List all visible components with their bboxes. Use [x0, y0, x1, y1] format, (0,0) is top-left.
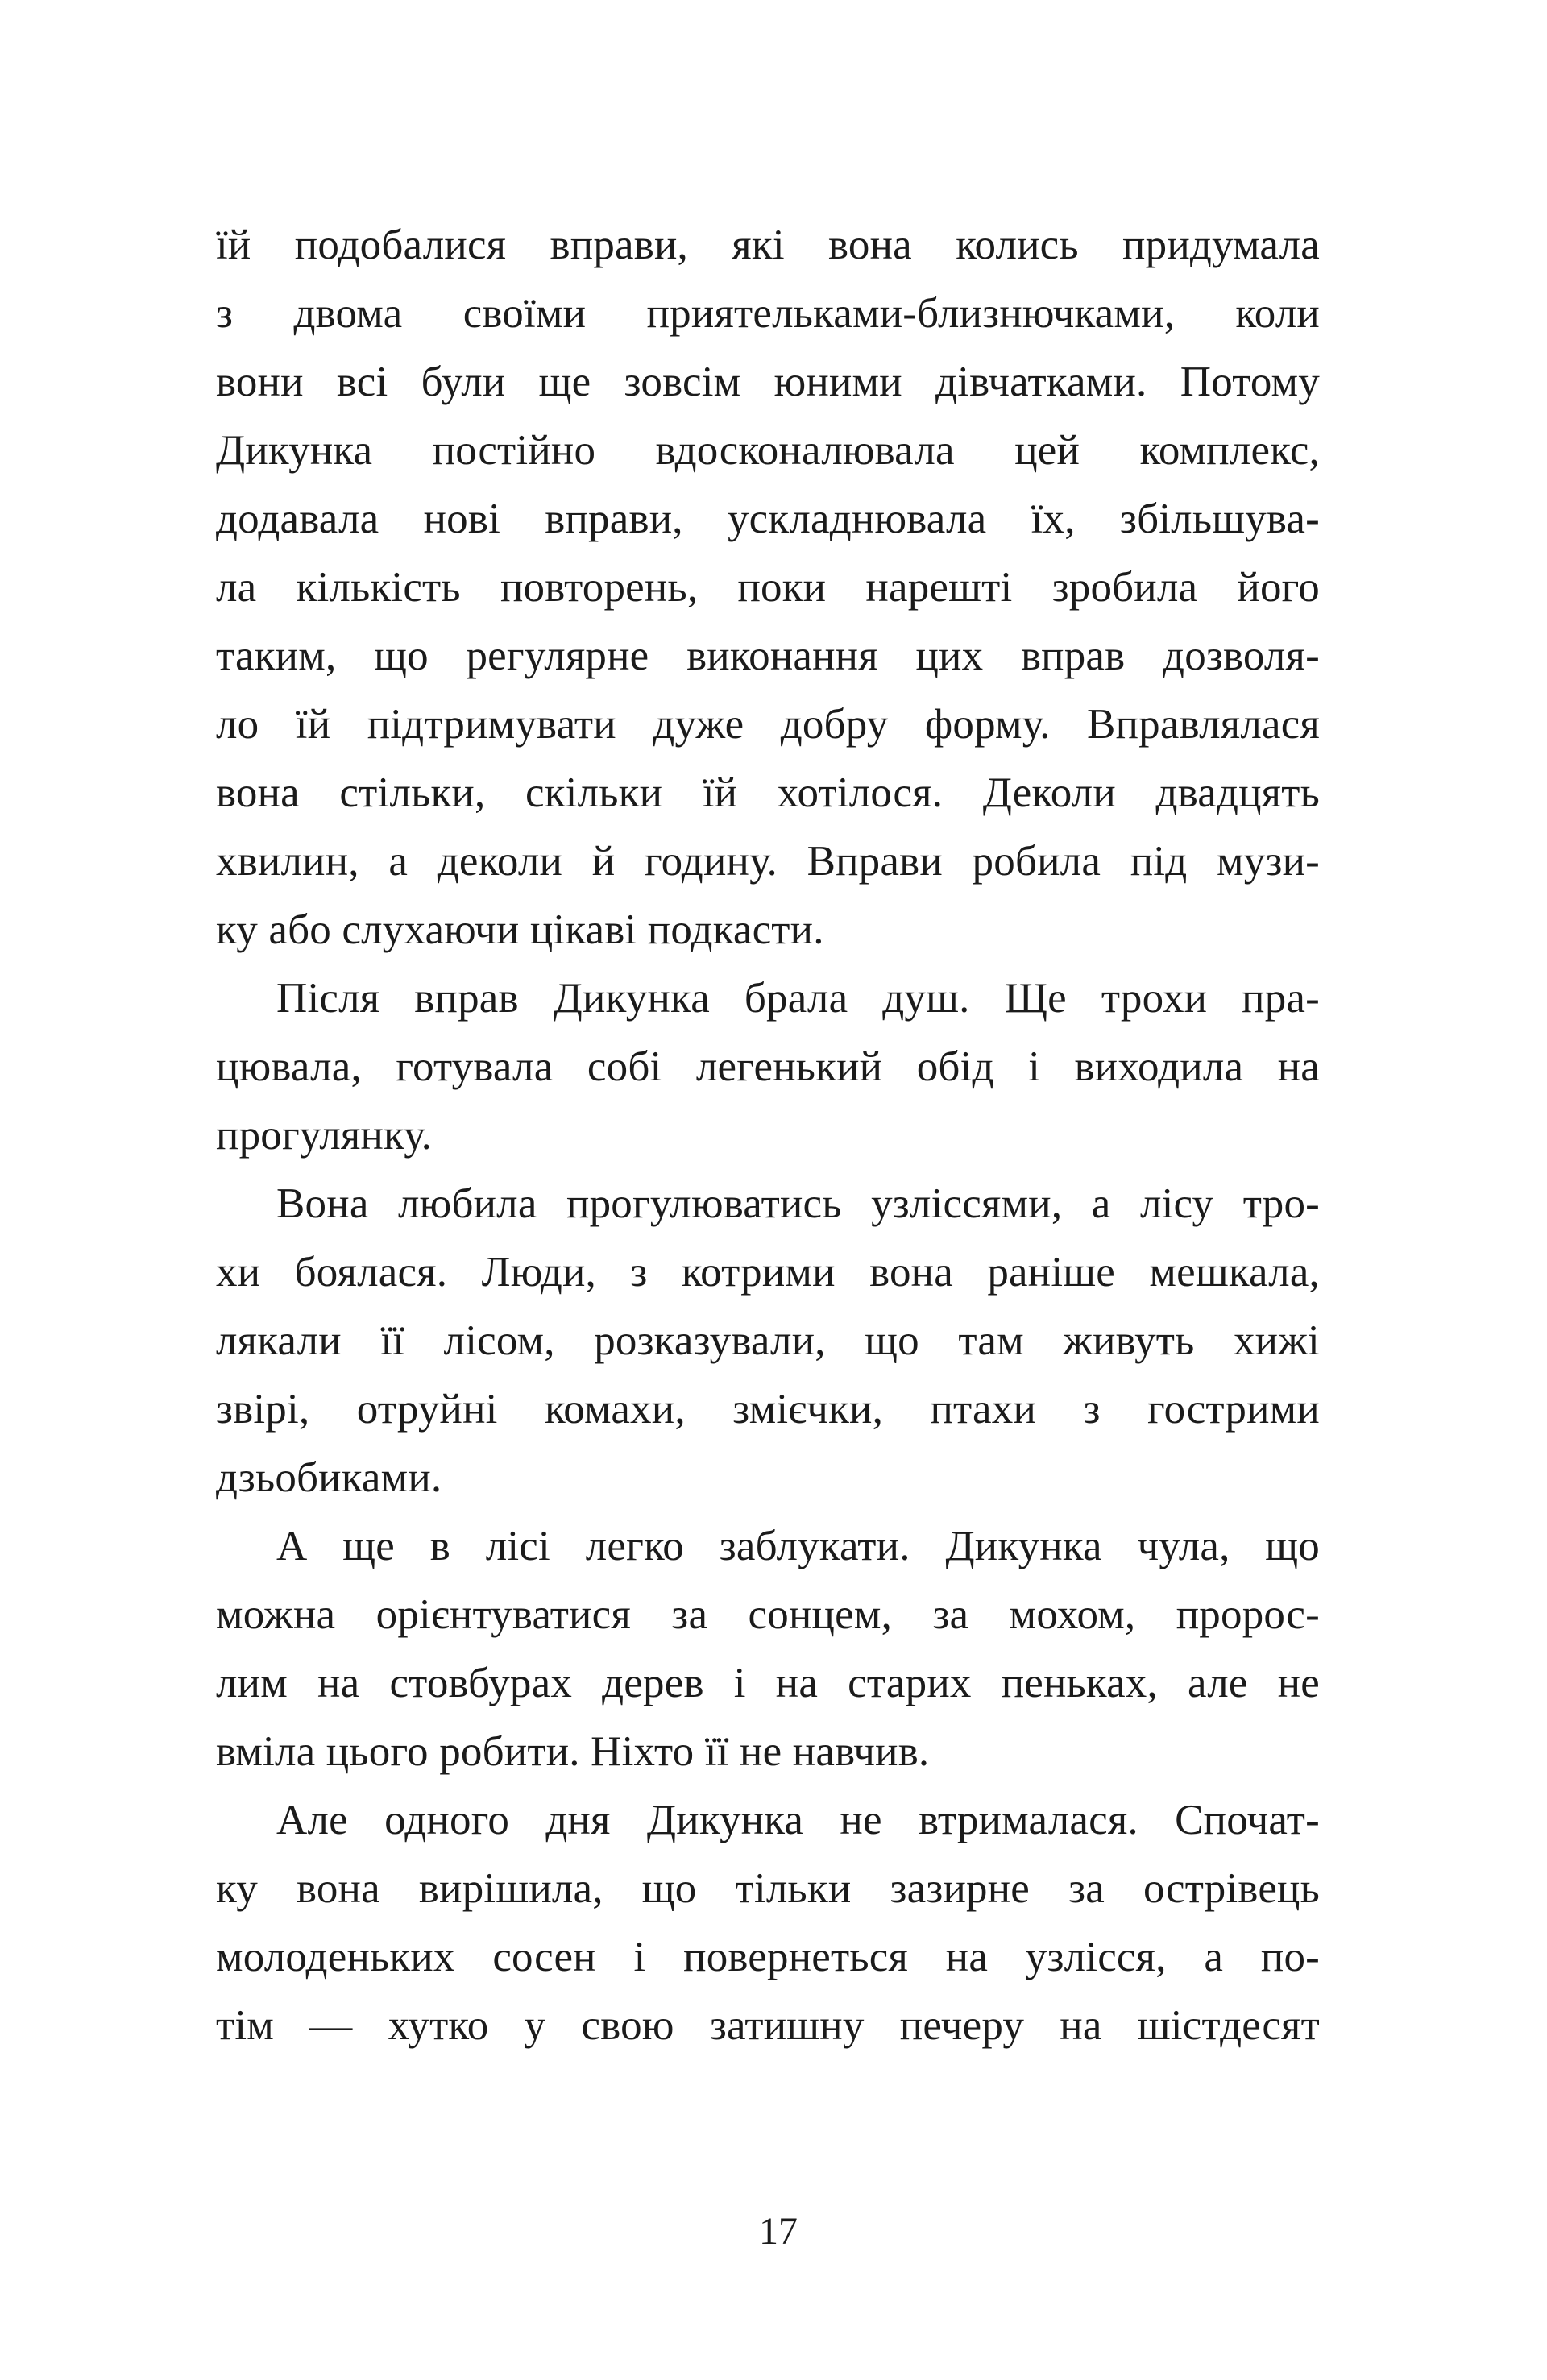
text-line: ку або слухаючи цікаві подкасти.	[216, 906, 824, 953]
text-line: ку вона вирішила, що тільки зазирне за острівець	[216, 1865, 1320, 1912]
paragraph	[216, 1170, 1320, 1512]
text-line: дзьобиками.	[216, 1454, 442, 1501]
text-line: лякали її лісом, розказували, що там живуть хижі	[216, 1317, 1320, 1364]
paragraph	[216, 964, 1320, 1170]
text-line: цювала, готувала собі легенький обід і виходила на	[216, 1043, 1320, 1090]
text-line: Дикунка постійно вдосконалювала цей комплекс,	[216, 427, 1320, 474]
text-line: додавала нові вправи, ускладнювала їх, збільшува-	[216, 495, 1320, 542]
text-line: з двома своїми приятельками-близнючками, коли	[216, 290, 1320, 337]
text-line: можна орієнтуватися за сонцем, за мохом, пророс-	[216, 1591, 1320, 1638]
paragraph	[216, 1786, 1320, 2060]
text-line: ло їй підтримувати дуже добру форму. Вправлялася	[216, 701, 1320, 748]
text-line: вона стільки, скільки їй хотілося. Деколи двадцять	[216, 769, 1320, 816]
text-line: їй подобалися вправи, які вона колись придумала	[216, 222, 1320, 268]
text-line: хвилин, а деколи й годину. Вправи робила під музи-	[216, 838, 1320, 885]
text-line: вміла цього робити. Ніхто її не навчив.	[216, 1728, 930, 1775]
text-line: лим на стовбурах дерев і на старих пеньках, але не	[216, 1660, 1320, 1706]
text-line: Після вправ Дикунка брала душ. Ще трохи пра-	[276, 975, 1320, 1022]
text-line: вони всі були ще зовсім юними дівчатками. Потому	[216, 359, 1320, 405]
paragraph	[216, 211, 1320, 964]
text-line: молоденьких сосен і повернеться на узлісся, а по-	[216, 1934, 1320, 1980]
body-text	[216, 211, 1320, 2060]
text-line: звірі, отруйні комахи, змієчки, птахи з гострими	[216, 1386, 1320, 1433]
paragraph	[216, 1512, 1320, 1786]
text-line: ла кількість повторень, поки нарешті зробила його	[216, 564, 1320, 611]
text-line: таким, що регулярне виконання цих вправ дозволя-	[216, 632, 1320, 679]
text-line: прогулянку.	[216, 1112, 433, 1159]
text-line: хи боялася. Люди, з котрими вона раніше мешкала,	[216, 1249, 1320, 1296]
text-line: Але одного дня Дикунка не втрималася. Спочат-	[276, 1797, 1320, 1843]
text-line: А ще в лісі легко заблукати. Дикунка чула, що	[276, 1523, 1320, 1569]
page-number: 17	[759, 2210, 798, 2253]
text-line: тім — хутко у свою затишну печеру на шістдесят	[216, 2002, 1320, 2049]
text-line: Вона любила прогулюватись узліссями, а лісу тро-	[276, 1180, 1320, 1227]
